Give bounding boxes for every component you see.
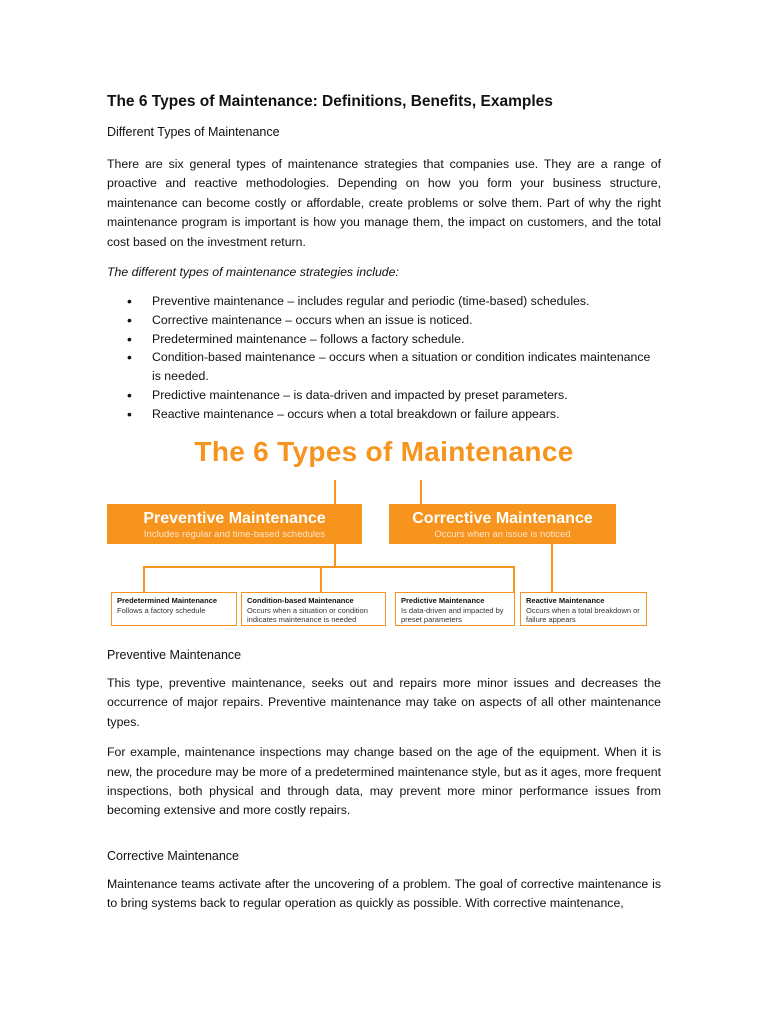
section-heading: Different Types of Maintenance — [107, 125, 280, 139]
diagram-title: The 6 Types of Maintenance — [194, 436, 574, 467]
condition-based-box-title: Condition-based Maintenance — [247, 596, 354, 605]
document-title: The 6 Types of Maintenance: Definitions, Benefits, Examples — [107, 93, 553, 110]
predictive-box-desc: Is data-driven and impacted by preset parameters — [401, 606, 504, 624]
list-item: • Predetermined maintenance – follows a factory schedule. — [152, 330, 661, 349]
predetermined-box-desc: Follows a factory schedule — [117, 606, 206, 615]
list-intro: The different types of maintenance strategies include: — [107, 265, 399, 280]
connector-line — [551, 544, 553, 592]
connector-line — [420, 480, 422, 504]
preventive-paragraph-2: For example, maintenance inspections may change based on the age of the equipment. When it is new, the procedure may be more of a predetermined maintenance style, but as it ages, more frequent inspections, both physical and through data, may prevent more minor performance issues from becoming extensive and more costly repairs. — [107, 745, 661, 818]
preventive-box-desc: Includes regular and time-based schedules — [143, 529, 326, 540]
list-item: • Predictive maintenance – is data-driven and impacted by preset parameters. — [152, 386, 661, 405]
list-item: • Preventive maintenance – includes regular and periodic (time-based) schedules. — [152, 292, 661, 311]
condition-based-box-desc: Occurs when a situation or condition indicates maintenance is needed — [247, 606, 368, 624]
list-item: • Corrective maintenance – occurs when an issue is noticed. — [152, 311, 661, 330]
maintenance-types-list — [107, 292, 661, 424]
predetermined-box — [111, 592, 237, 626]
maintenance-diagram — [107, 436, 661, 632]
list-item: • Reactive maintenance – occurs when a total breakdown or failure appears. — [152, 405, 661, 424]
preventive-box — [107, 504, 362, 544]
condition-based-box — [241, 592, 386, 626]
connector-line — [334, 480, 336, 504]
reactive-box — [520, 592, 647, 626]
connector-line — [143, 566, 515, 568]
intro-paragraph: There are six general types of maintenance strategies that companies use. They are a range of proactive and reactive methodologies. Depending on how you form your business structure, maintenance can become costly or affordable, create problems or solve them. Part of why the right maintenance program is important is how you manage them, the impact on customers, and the total cost based on the investment return. — [107, 157, 661, 249]
list-item: • Condition-based maintenance – occurs when a situation or condition indicates maintenance is needed. — [152, 348, 661, 386]
connector-line — [334, 544, 336, 566]
reactive-box-desc: Occurs when a total breakdown or failure appears — [526, 606, 640, 624]
preventive-heading: Preventive Maintenance — [107, 648, 242, 662]
corrective-box-title: Corrective Maintenance — [412, 510, 593, 527]
predictive-box — [395, 592, 515, 626]
document-body — [107, 92, 661, 424]
preventive-paragraph-1: This type, preventive maintenance, seeks out and repairs more minor issues and decreases the occurrence of major repairs. Preventive maintenance may take on aspects of all other maintenance types. — [107, 676, 661, 729]
connector-line — [320, 566, 322, 592]
corrective-paragraph-1: Maintenance teams activate after the uncovering of a problem. The goal of corrective maintenance is to bring systems back to regular operation as quickly as possible. With corrective maintenance, — [107, 876, 661, 911]
preventive-box-title: Preventive Maintenance — [143, 510, 326, 527]
connector-line — [513, 566, 515, 592]
connector-line — [143, 566, 145, 592]
predetermined-box-title: Predetermined Maintenance — [117, 596, 218, 605]
corrective-box-desc: Occurs when an issue is noticed — [434, 529, 571, 540]
corrective-heading: Corrective Maintenance — [107, 848, 240, 863]
predictive-box-title: Predictive Maintenance — [401, 596, 485, 605]
reactive-box-title: Reactive Maintenance — [526, 596, 605, 605]
document-body-continued — [107, 646, 661, 925]
corrective-box — [389, 504, 616, 544]
